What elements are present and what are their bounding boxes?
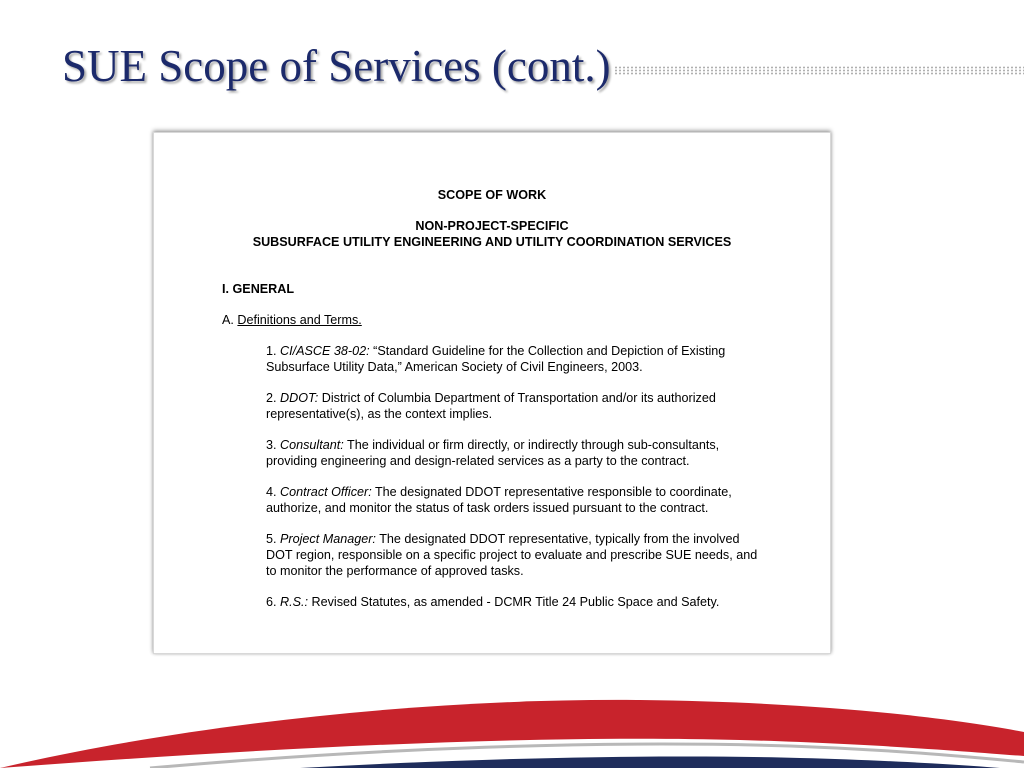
definitions-list	[266, 343, 762, 610]
definition-text: Revised Statutes, as amended - DCMR Title 24 Public Space and Safety.	[311, 595, 720, 609]
definition-text: “Standard Guideline for the Collection and Depiction of Existing Subsurface Utility Data,” American Society of Civil Engineers, 2003.	[266, 344, 726, 374]
definition-term: Contract Officer:	[280, 485, 372, 499]
document-page	[153, 132, 831, 654]
document-content	[222, 187, 762, 625]
slide-title: SUE Scope of Services (cont.)	[62, 41, 611, 91]
definition-number: 5.	[266, 532, 277, 546]
document-subtitle	[222, 218, 762, 250]
definition-number: 2.	[266, 391, 277, 405]
document-heading: SCOPE OF WORK	[437, 188, 547, 202]
definition-item	[266, 390, 762, 422]
definition-term: DDOT:	[280, 391, 319, 405]
definition-number: 1.	[266, 344, 277, 358]
definition-text: The designated DDOT representative, typically from the involved DOT region, responsible on a specific project to evaluate and prescribe SUE needs, and to monitor the performance of approved tasks.	[266, 532, 758, 578]
definition-item	[266, 343, 762, 375]
definition-text: The individual or firm directly, or indirectly through sub-consultants, providing engineering and design-related services as a party to the contract.	[266, 438, 720, 468]
subsection-prefix: A.	[222, 313, 234, 327]
subtitle-line-2: SUBSURFACE UTILITY ENGINEERING AND UTILITY COORDINATION SERVICES	[252, 235, 732, 249]
definition-item	[266, 437, 762, 469]
definition-number: 4.	[266, 485, 277, 499]
definition-term: Consultant:	[280, 438, 344, 452]
subsection-title: Definitions and Terms.	[237, 313, 362, 327]
subtitle-line-1: NON-PROJECT-SPECIFIC	[415, 219, 569, 233]
subsection-header	[222, 312, 762, 328]
definition-term: R.S.:	[280, 595, 309, 609]
definition-term: Project Manager:	[280, 532, 376, 546]
definition-text: District of Columbia Department of Transportation and/or its authorized representative(s), as the context implies.	[266, 391, 716, 421]
section-heading: I. GENERAL	[222, 282, 295, 296]
definition-item	[266, 484, 762, 516]
definition-text: The designated DDOT representative responsible to coordinate, authorize, and monitor the status of task orders issued pursuant to the contract.	[266, 485, 732, 515]
definition-number: 3.	[266, 438, 277, 452]
definition-item	[266, 531, 762, 579]
footer-swoosh-graphic	[0, 696, 1024, 768]
definition-number: 6.	[266, 595, 277, 609]
definition-item	[266, 594, 762, 610]
title-dotted-rule	[614, 66, 1024, 75]
definition-term: CI/ASCE 38-02:	[280, 344, 370, 358]
